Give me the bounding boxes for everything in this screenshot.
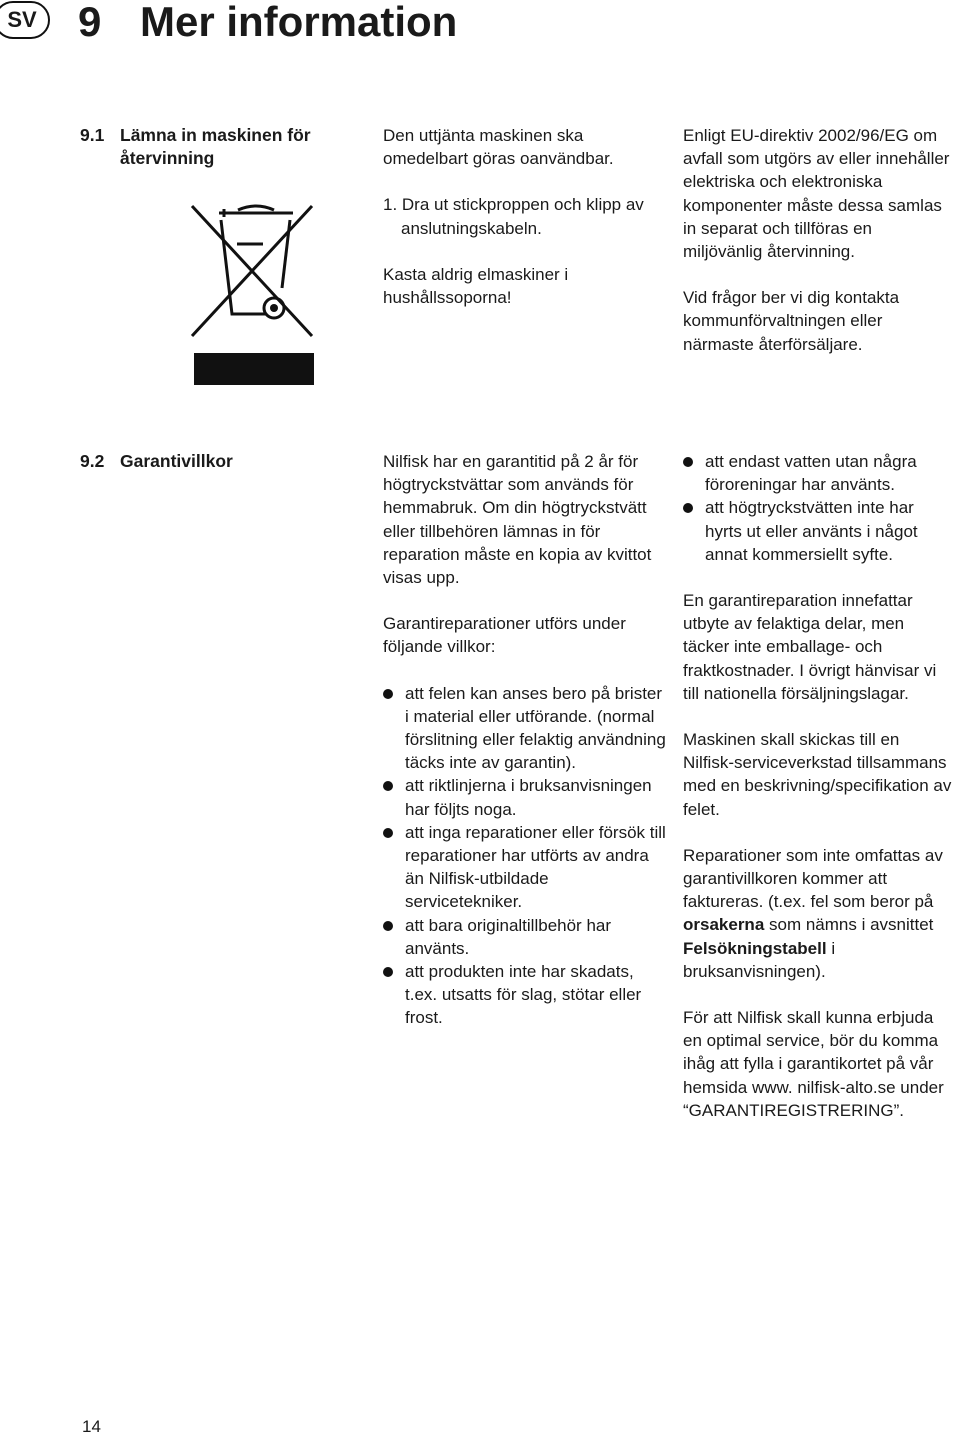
causes-term: orsakerna [683,915,765,935]
shipping-paragraph: Maskinen skall skickas till en Nilfisk-serviceverkstad tillsammans med en beskrivning/specifikation av felet. [683,730,952,819]
repair-scope-paragraph: En garantireparation innefattar utbyte av felaktiga delar, men täcker inte emballage- och fraktkostnader. I övrigt hänvisar vi till nationella försäljningslagar. [683,591,937,703]
list-item: att endast vatten utan några föroreningar har använts. [683,450,955,496]
warranty-column-right [683,450,955,1122]
warranty-column-left [383,450,668,1030]
list-item: att inga reparationer eller försök till reparationer har utförts av andra än Nilfisk-utbildade servicetekniker. [383,821,668,914]
warranty-period-paragraph: Nilfisk har en garantitid på 2 år för högtryckstvättar som används för hemmabruk. Om din högtryckstvätt eller tillbehören lämnas in för reparation måste en kopia av kvittot visas upp. [383,452,652,588]
recycling-step-1: 1. Dra ut stickproppen och klipp av anslutningskabeln. [383,195,644,238]
recycling-instructions [383,124,668,309]
eu-directive-paragraph: Enligt EU-direktiv 2002/96/EG om avfall som utgörs av eller innehåller elektriska och elektroniska komponenter måste dessa samlas in separat och tillföras en miljövänlig återvinning. [683,126,950,262]
list-item: att högtryckstvätten inte har hyrts ut eller använts i något annat kommersiellt syfte. [683,496,955,566]
list-item: att riktlinjerna i bruksanvisningen har följts noga. [383,774,668,820]
contact-paragraph: Vid frågor ber vi dig kontakta kommunförvaltningen eller närmaste återförsäljare. [683,288,900,354]
recycling-warning: Kasta aldrig elmaskiner i hushållssoporna! [383,264,569,308]
language-badge: SV [0,1,50,39]
section-heading-recycling [80,124,370,174]
eu-directive-text [683,124,953,356]
registration-paragraph: För att Nilfisk skall kunna erbjuda en optimal service, bör du komma ihåg att fylla i garantikortet på vår hemsida www. nilfisk-alto.se under “GARANTIREGISTRERING”. [683,1008,944,1120]
troubleshooting-table-term: Felsökningstabell [683,938,827,958]
invoicing-text: Reparationer som inte omfattas av garantivillkoren kommer att faktureras. (t.ex. fel som beror på [683,845,943,912]
list-item: att felen kan anses bero på brister i material eller utförande. (normal förslitning eller felaktig användning täcks inte av garantin). [383,682,668,775]
chapter-title: Mer information [140,0,458,45]
warranty-conditions-list [383,682,668,1030]
invoicing-paragraph [683,844,955,983]
warranty-conditions-list-continued [683,450,955,566]
invoicing-text: i bruksanvisningen). [683,938,836,981]
crossed-out-wheelie-bin-icon [190,196,318,388]
section-title: Garantivillkor [120,451,233,471]
recycling-paragraph: Den uttjänta maskinen ska omedelbart göras oanvändbar. [383,126,614,169]
list-item: att bara originaltillbehör har använts. [383,914,668,960]
list-item: att produkten inte har skadats, t.ex. utsatts för slag, stötar eller frost. [383,960,668,1030]
section-title: Lämna in maskinen för återvinning [120,125,311,168]
invoicing-text: som nämns i avsnittet [764,915,934,935]
chapter-number: 9 [78,0,102,45]
warranty-conditions-intro: Garantireparationer utförs under följande villkor: [383,614,626,657]
section-number: 9.1 [80,125,105,145]
section-number: 9.2 [80,451,105,471]
section-heading-warranty [80,450,370,476]
page-number: 14 [82,1417,101,1436]
